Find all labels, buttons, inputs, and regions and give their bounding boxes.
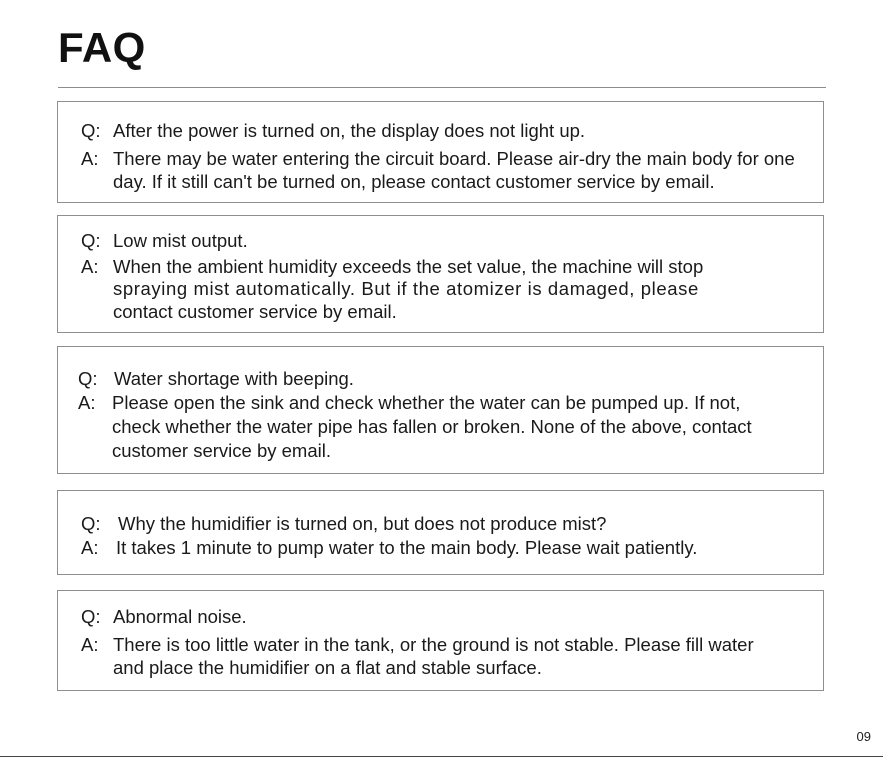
page-title: FAQ (58, 24, 146, 71)
answer-line: When the ambient humidity exceeds the set value, the machine will stop (113, 256, 704, 277)
faq-item (57, 490, 824, 575)
question-label: Q: (78, 368, 98, 389)
answer-line: spraying mist automatically. But if the atomizer is damaged, please (113, 278, 699, 299)
answer-line: There is too little water in the tank, or the ground is not stable. Please fill water (113, 634, 754, 655)
answer-line: contact customer service by email. (113, 301, 397, 322)
question-text: Why the humidifier is turned on, but does not produce mist? (118, 513, 607, 534)
question-text: Water shortage with beeping. (114, 368, 354, 389)
question-text: After the power is turned on, the display does not light up. (113, 120, 586, 141)
faq-item (57, 215, 824, 333)
question-label: Q: (81, 120, 101, 141)
answer-line: day. If it still can't be turned on, please contact customer service by email. (113, 171, 715, 192)
answer-line: customer service by email. (112, 440, 331, 461)
title-divider (58, 87, 826, 88)
page-number: 09 (856, 729, 871, 744)
answer-line: Please open the sink and check whether the water can be pumped up. If not, (112, 392, 741, 413)
answer-line: It takes 1 minute to pump water to the main body. Please wait patiently. (116, 537, 698, 558)
answer-label: A: (81, 256, 99, 277)
question-text: Low mist output. (113, 230, 248, 251)
question-text: Abnormal noise. (113, 606, 247, 627)
question-label: Q: (81, 513, 101, 534)
answer-line: There may be water entering the circuit board. Please air-dry the main body for one (113, 148, 795, 169)
faq-item (57, 101, 824, 203)
answer-label: A: (81, 537, 99, 558)
question-label: Q: (81, 606, 101, 627)
answer-label: A: (81, 148, 99, 169)
answer-line: and place the humidifier on a flat and stable surface. (113, 657, 542, 678)
answer-label: A: (81, 634, 99, 655)
faq-item (57, 346, 824, 474)
question-label: Q: (81, 230, 101, 251)
answer-label: A: (78, 392, 96, 413)
faq-item (57, 590, 824, 691)
answer-line: check whether the water pipe has fallen or broken. None of the above, contact (112, 416, 752, 437)
